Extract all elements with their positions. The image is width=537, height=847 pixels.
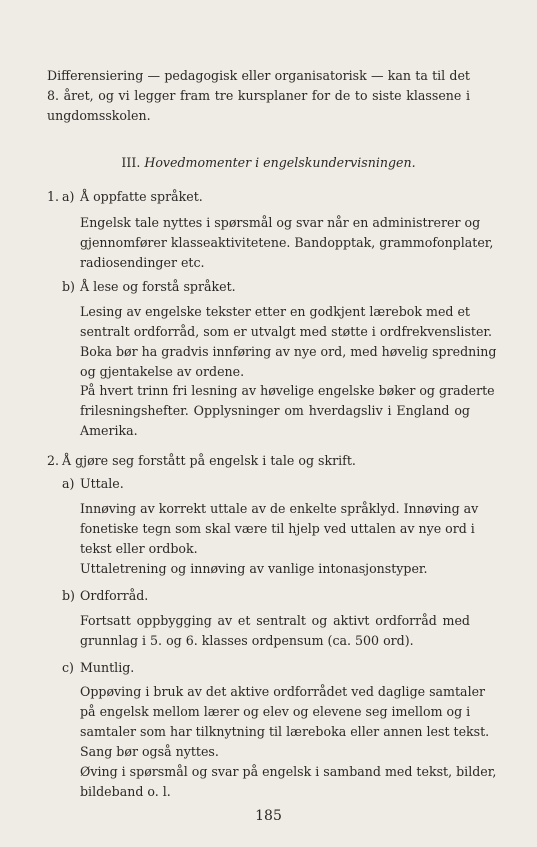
intro-line-1: Differensiering — pedagogisk eller organisatorisk — kan ta til det: [47, 68, 470, 83]
item-2c-title: Muntlig.: [80, 660, 135, 675]
item-1a-line-1: Engelsk tale nyttes i spørsmål og svar når en administrerer og: [80, 215, 481, 230]
item-1b-line-4: og gjentakelse av ordene.: [80, 364, 245, 379]
item-2b-label: b): [62, 588, 75, 603]
item-1b-line-3: Boka bør ha gradvis innføring av nye ord, med høvelig spredning: [80, 344, 497, 359]
item-1b-line-1: Lesing av engelske tekster etter en godkjent lærebok med et: [80, 304, 470, 319]
item-2c-line-3: samtaler som har tilknytning til læreboka eller annen lest tekst.: [80, 724, 490, 739]
item-2c-line-5: Øving i spørsmål og svar på engelsk i samband med tekst, bilder,: [80, 764, 497, 779]
item-1a-line-3: radiosendinger etc.: [80, 255, 205, 270]
item-1b-line-2: sentralt ordforråd, som er utvalgt med støtte i ordfrekvenslister.: [80, 324, 493, 339]
item-1a-title: Å oppfatte språket.: [80, 189, 203, 204]
item-2-number: 2.: [47, 453, 60, 468]
item-1-number: 1.: [47, 189, 60, 204]
item-2b-line-1: Fortsatt oppbygging av et sentralt og aktivt ordforråd med: [80, 613, 470, 628]
item-1b-title: Å lese og forstå språket.: [80, 279, 236, 294]
page-number: 185: [255, 808, 282, 824]
item-1b-label: b): [62, 279, 75, 294]
item-2c-line-6: bildeband o. l.: [80, 784, 171, 799]
item-2a-label: a): [62, 476, 75, 491]
item-2b-title: Ordforråd.: [80, 588, 149, 603]
section-heading: [0, 153, 537, 173]
item-1b-line-7: Amerika.: [80, 423, 138, 438]
item-1b-line-6: frilesningshefter. Opplysninger om hverdagsliv i England og: [80, 403, 470, 418]
item-2c-line-2: på engelsk mellom lærer og elev og elevene seg imellom og i: [80, 704, 471, 719]
item-1a-line-2: gjennomfører klasseaktivitetene. Bandopptak, grammofonplater,: [80, 235, 494, 250]
item-2c-line-4: Sang bør også nyttes.: [80, 744, 219, 759]
item-1a-label: a): [62, 189, 75, 204]
item-2a-line-1: Innøving av korrekt uttale av de enkelte språklyd. Innøving av: [80, 501, 479, 516]
item-2-title: Å gjøre seg forstått på engelsk i tale og skrift.: [62, 453, 356, 468]
item-2a-title: Uttale.: [80, 476, 124, 491]
item-1b-line-5: På hvert trinn fri lesning av høvelige engelske bøker og graderte: [80, 383, 495, 398]
section-heading-number: III.: [121, 155, 141, 170]
item-2c-label: c): [62, 660, 74, 675]
item-2a-line-2: fonetiske tegn som skal være til hjelp ved uttalen av nye ord i: [80, 521, 475, 536]
item-2a-line-4: Uttaletrening og innøving av vanlige intonasjonstyper.: [80, 561, 428, 576]
item-2c-line-1: Oppøving i bruk av det aktive ordforrådet ved daglige samtaler: [80, 684, 486, 699]
section-heading-title: Hovedmomenter i engelskundervisningen.: [144, 155, 416, 170]
item-2a-line-3: tekst eller ordbok.: [80, 541, 198, 556]
intro-line-3: ungdomsskolen.: [47, 108, 151, 123]
item-2b-line-2: grunnlag i 5. og 6. klasses ordpensum (ca. 500 ord).: [80, 633, 414, 648]
intro-line-2: 8. året, og vi legger fram tre kursplaner for de to siste klassene i: [47, 88, 470, 103]
